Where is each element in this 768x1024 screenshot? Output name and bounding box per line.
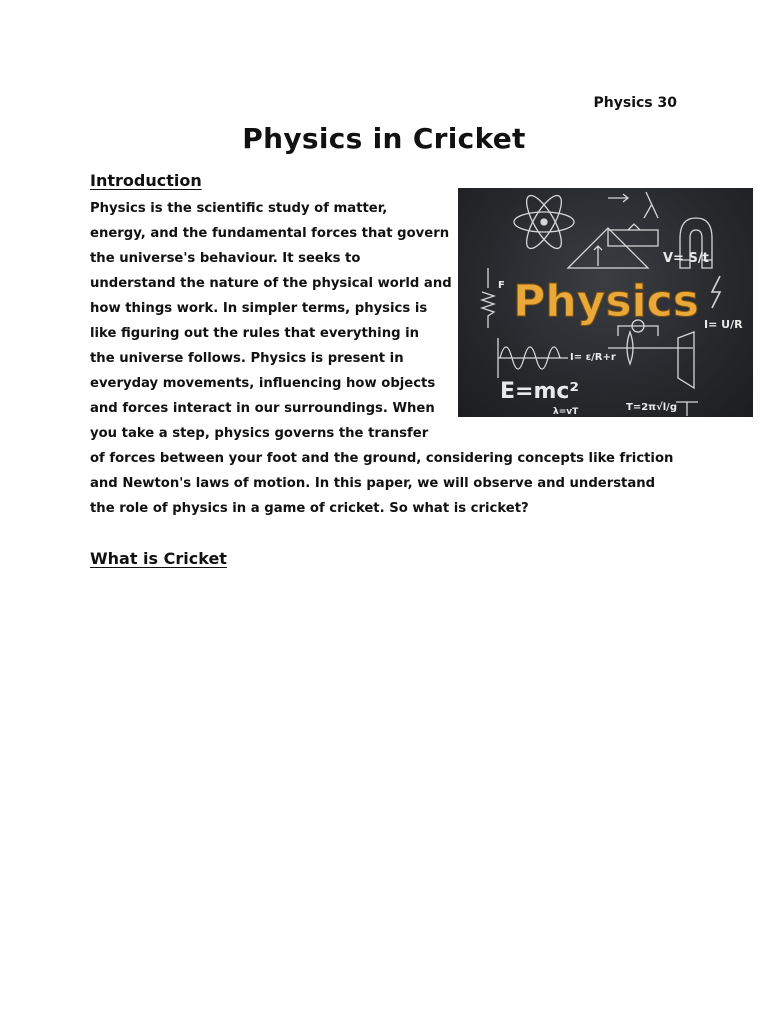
paragraph-line: and forces interact in our surroundings. When: [90, 401, 435, 416]
ohm-formula: I= U/R: [704, 318, 743, 331]
paragraph-line: the role of physics in a game of cricket. So what is cricket?: [90, 501, 529, 516]
page-title: Physics in Cricket: [242, 122, 526, 155]
velocity-formula: V= S/t: [663, 251, 709, 266]
physics-chalkboard-image: [458, 188, 753, 417]
paragraph-line: understand the nature of the physical world and: [90, 276, 452, 291]
paragraph-line: you take a step, physics governs the transfer: [90, 426, 429, 441]
physics-word: Physics: [513, 276, 699, 327]
paragraph-line: like figuring out the rules that everything in: [90, 326, 420, 341]
atom-icon: [514, 191, 574, 253]
emc-formula: E=mc²: [500, 379, 580, 404]
paragraph-line: Physics is the scientific study of matter,: [90, 201, 388, 216]
introduction-heading: Introduction: [90, 171, 202, 190]
paragraph-line: and Newton's laws of motion. In this paper, we will observe and understand: [90, 476, 656, 491]
wavelength-formula: λ=vT: [553, 407, 579, 417]
header-course: Physics 30: [593, 95, 677, 111]
what-is-cricket-heading: What is Cricket: [90, 549, 227, 568]
paragraph-line: the universe's behaviour. It seeks to: [90, 251, 361, 266]
force-label: F: [498, 280, 505, 291]
current-formula: I= ε/R+r: [570, 352, 616, 363]
paragraph-line: everyday movements, influencing how objects: [90, 376, 436, 391]
paragraph-line: energy, and the fundamental forces that govern: [90, 226, 450, 241]
paragraph-line: of forces between your foot and the ground, considering concepts like friction: [90, 451, 674, 466]
period-formula: T=2π√l/g: [626, 402, 677, 413]
paragraph-line: the universe follows. Physics is present in: [90, 351, 404, 366]
paragraph-line: how things work. In simpler terms, physics is: [90, 301, 428, 316]
